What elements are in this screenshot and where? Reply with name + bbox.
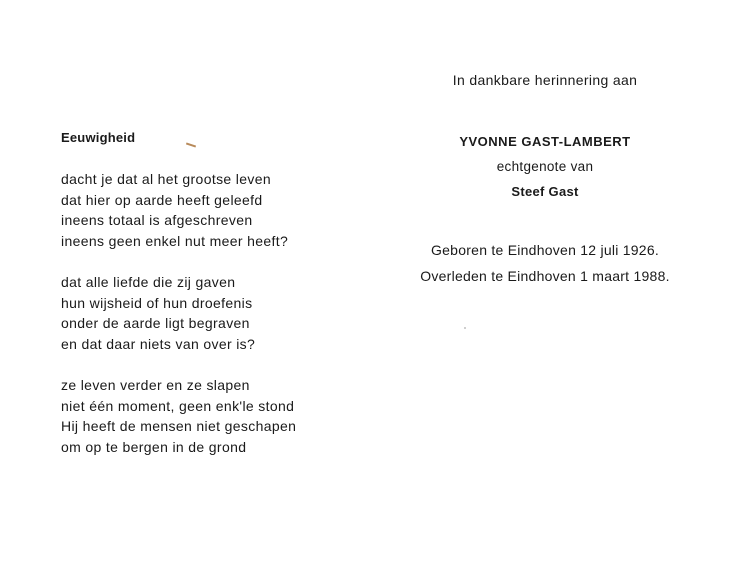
poem-line: niet één moment, geen enk'le stond	[61, 397, 295, 414]
relation-text: echtgenote van	[496, 159, 594, 174]
poem-line: Hij heeft de mensen niet geschapen	[61, 418, 297, 434]
ink-speck	[464, 327, 466, 329]
memorial-intro: In dankbare herinnering aan	[452, 72, 638, 88]
poem-line: dacht je dat al het grootse leven	[61, 171, 272, 187]
poem-line: ineens geen enkel nut meer heeft?	[61, 232, 289, 249]
deceased-name: YVONNE GAST-LAMBERT	[459, 134, 631, 149]
spouse-name: Steef Gast	[511, 184, 579, 199]
poem-line: hun wijsheid of hun droefenis	[61, 294, 253, 311]
memorial-text	[395, 69, 695, 289]
poem	[61, 128, 361, 478]
death-line: Overleden te Eindhoven 1 maart 1988.	[420, 268, 670, 284]
birth-line: Geboren te Eindhoven 12 juli 1926.	[431, 242, 659, 258]
poem-line: en dat daar niets van over is?	[61, 335, 256, 352]
poem-line: om op te bergen in de grond	[61, 438, 247, 455]
life-dates	[395, 237, 695, 289]
poem-title: Eeuwigheid	[61, 130, 136, 145]
poem-line: dat hier op aarde heeft geleefd	[61, 191, 263, 208]
poem-line: ze leven verder en ze slapen	[61, 377, 250, 393]
poem-stanza-2	[61, 272, 361, 354]
poem-line: dat alle liefde die zij gaven	[61, 274, 236, 290]
poem-stanza-1	[61, 169, 361, 251]
poem-line: ineens totaal is afgeschreven	[61, 212, 253, 228]
poem-line: onder de aarde ligt begraven	[61, 315, 250, 331]
poem-stanza-3	[61, 375, 361, 457]
